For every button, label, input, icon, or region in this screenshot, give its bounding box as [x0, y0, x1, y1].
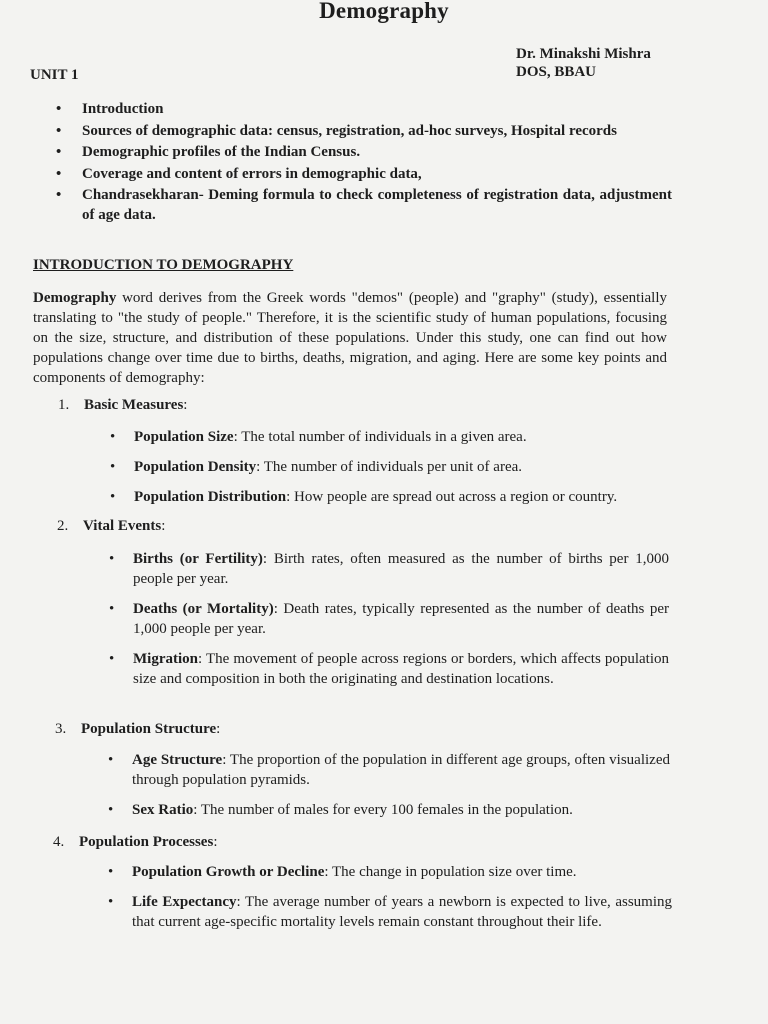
sub-item-text: : The total number of individuals in a given area. [233, 429, 527, 445]
sub-item-text: : Birth rates, often measured as the number of births per 1,000 people per year. [133, 551, 669, 587]
sub-item-text: : The change in population size over time. [324, 864, 577, 880]
document-title: Demography [319, 0, 449, 23]
sub-item [108, 862, 672, 882]
sub-item-term: Population Density [134, 459, 257, 475]
sub-item [108, 892, 672, 932]
sub-item [109, 649, 669, 689]
author-name: Dr. Minakshi Mishra [516, 46, 651, 62]
item-number: 4. [53, 834, 65, 850]
topic-item: • Introduction [52, 100, 672, 120]
sub-item [108, 750, 670, 790]
topic-item: • Sources of demographic data: census, registration, ad-hoc surveys, Hospital records [52, 122, 672, 142]
bullet: • [108, 802, 114, 818]
bullet: • [109, 601, 115, 617]
sub-item-term: Deaths (or Mortality) [133, 601, 274, 617]
sub-item [110, 427, 674, 447]
sub-item-term: Births (or Fertility) [133, 551, 263, 567]
bullet: • [110, 489, 116, 505]
author-department: DOS, BBAU [516, 64, 597, 80]
sub-item-text: : Death rates, typically represented as the number of deaths per 1,000 people per year. [133, 601, 669, 637]
sub-item-term: Population Size [134, 429, 234, 445]
bullet: • [109, 651, 115, 667]
sub-item [110, 457, 674, 477]
sub-item [110, 487, 674, 507]
bullet: • [108, 894, 114, 910]
item-heading: Population Processes : [79, 834, 217, 851]
section-heading: INTRODUCTION TO DEMOGRAPHY [33, 257, 294, 273]
item-heading: Vital Events : [83, 518, 165, 535]
sub-item-text: : The number of individuals per unit of area. [256, 459, 523, 475]
intro-text: word derives from the Greek words "demos" (people) and "graphy" (study), essentially translating to "the study of people." Therefore, it is the scientific study of human populations, focusing on the size, structure, and distribution of these populations. Under this study, one can find out how populations change over time due to births, deaths, migration, and aging. Here are some key points and components of demography: [33, 290, 667, 386]
unit-label: UNIT 1 [30, 67, 79, 83]
sub-item [109, 549, 669, 589]
item-number: 2. [57, 518, 69, 534]
sub-item [108, 800, 670, 820]
sub-item-text: : The average number of years a newborn is expected to live, assuming that current age-specific mortality levels remain constant throughout their life. [132, 894, 672, 930]
sub-item-text: : How people are spread out across a region or country. [286, 489, 618, 505]
item-number: 3. [55, 721, 67, 737]
sub-item-term: Migration [133, 651, 198, 667]
sub-item-term: Age Structure [132, 752, 223, 768]
sub-item-term: Population Distribution [134, 489, 287, 505]
item-number: 1. [58, 397, 70, 413]
item-heading: Basic Measures : [84, 397, 187, 414]
sub-item-text: : The number of males for every 100 females in the population. [193, 802, 573, 818]
topic-item: • Chandrasekharan- Deming formula to check completeness of registration data, adjustment of age data. [52, 186, 672, 225]
sub-item-term: Population Growth or Decline [132, 864, 325, 880]
sub-item-text: : The proportion of the population in different age groups, often visualized through population pyramids. [132, 752, 670, 788]
bullet: • [109, 551, 115, 567]
sub-item-term: Life Expectancy [132, 894, 237, 910]
bullet: • [110, 459, 116, 475]
sub-item-text: : The movement of people across regions or borders, which affects population size and composition in both the originating and destination locations. [133, 651, 669, 687]
topic-item: • Coverage and content of errors in demographic data, [52, 165, 672, 185]
bullet: • [108, 752, 114, 768]
bullet: • [108, 864, 114, 880]
bullet: • [110, 429, 116, 445]
sub-item-term: Sex Ratio [132, 802, 194, 818]
topic-item: • Demographic profiles of the Indian Census. [52, 143, 672, 163]
intro-term: Demography [33, 290, 117, 306]
item-heading: Population Structure : [81, 721, 220, 738]
sub-item [109, 599, 669, 639]
